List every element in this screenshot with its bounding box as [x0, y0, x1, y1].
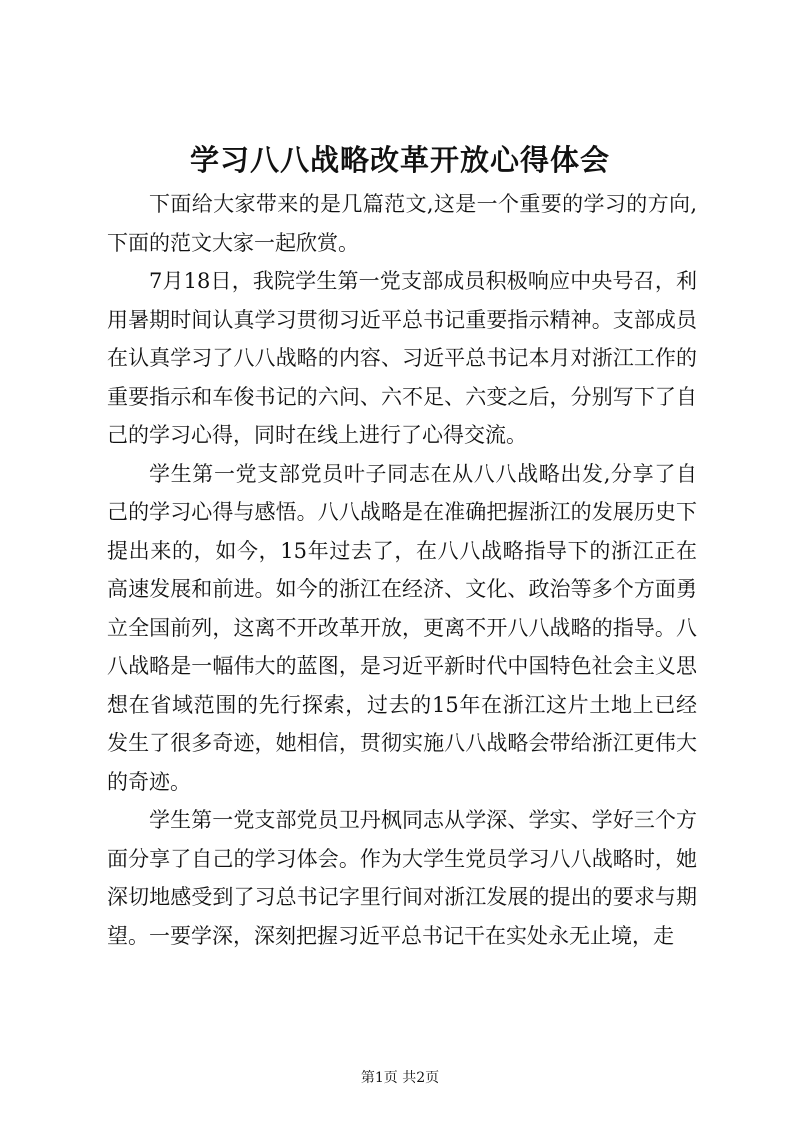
paragraph: 学生第一党支部党员卫丹枫同志从学深、学实、学好三个方面分享了自己的学习体会。作为大学生党员学习八八战略时，她深切地感受到了习总书记字里行间对浙江发展的提出的要求与期望。一要学深，深刻把握习近平总书记干在实处永无止境，走: [107, 808, 697, 948]
paragraph: 7月18日，我院学生第一党支部成员积极响应中央号召，利用暑期时间认真学习贯彻习近平总书记重要指示精神。支部成员在认真学习了八八战略的内容、习近平总书记本月对浙江工作的重要指示和车俊书记的六问、六不足、六变之后，分别写下了自己的学习心得，同时在线上进行了心得交流。: [107, 269, 697, 447]
document-title: 学习八八战略改革开放心得体会: [189, 143, 610, 177]
paragraph: 下面给大家带来的是几篇范文,这是一个重要的学习的方向,下面的范文大家一起欣赏。: [107, 192, 697, 255]
page-footer: 第1页 共2页: [360, 1070, 440, 1086]
document-body: [107, 185, 697, 955]
paragraph: 学生第一党支部党员叶子同志在从八八战略出发,分享了自己的学习心得与感悟。八八战略是在准确把握浙江的发展历史下提出来的，如今，15年过去了，在八八战略指导下的浙江正在高速发展和前进。如今的浙江在经济、文化、政治等多个方面勇立全国前列，这离不开改革开放，更离不开八八战略的指导。八八战略是一幅伟大的蓝图，是习近平新时代中国特色社会主义思想在省域范围的先行探索，过去的15年在浙江这片土地上已经发生了很多奇迹，她相信，贯彻实施八八战略会带给浙江更伟大的奇迹。: [107, 461, 697, 794]
